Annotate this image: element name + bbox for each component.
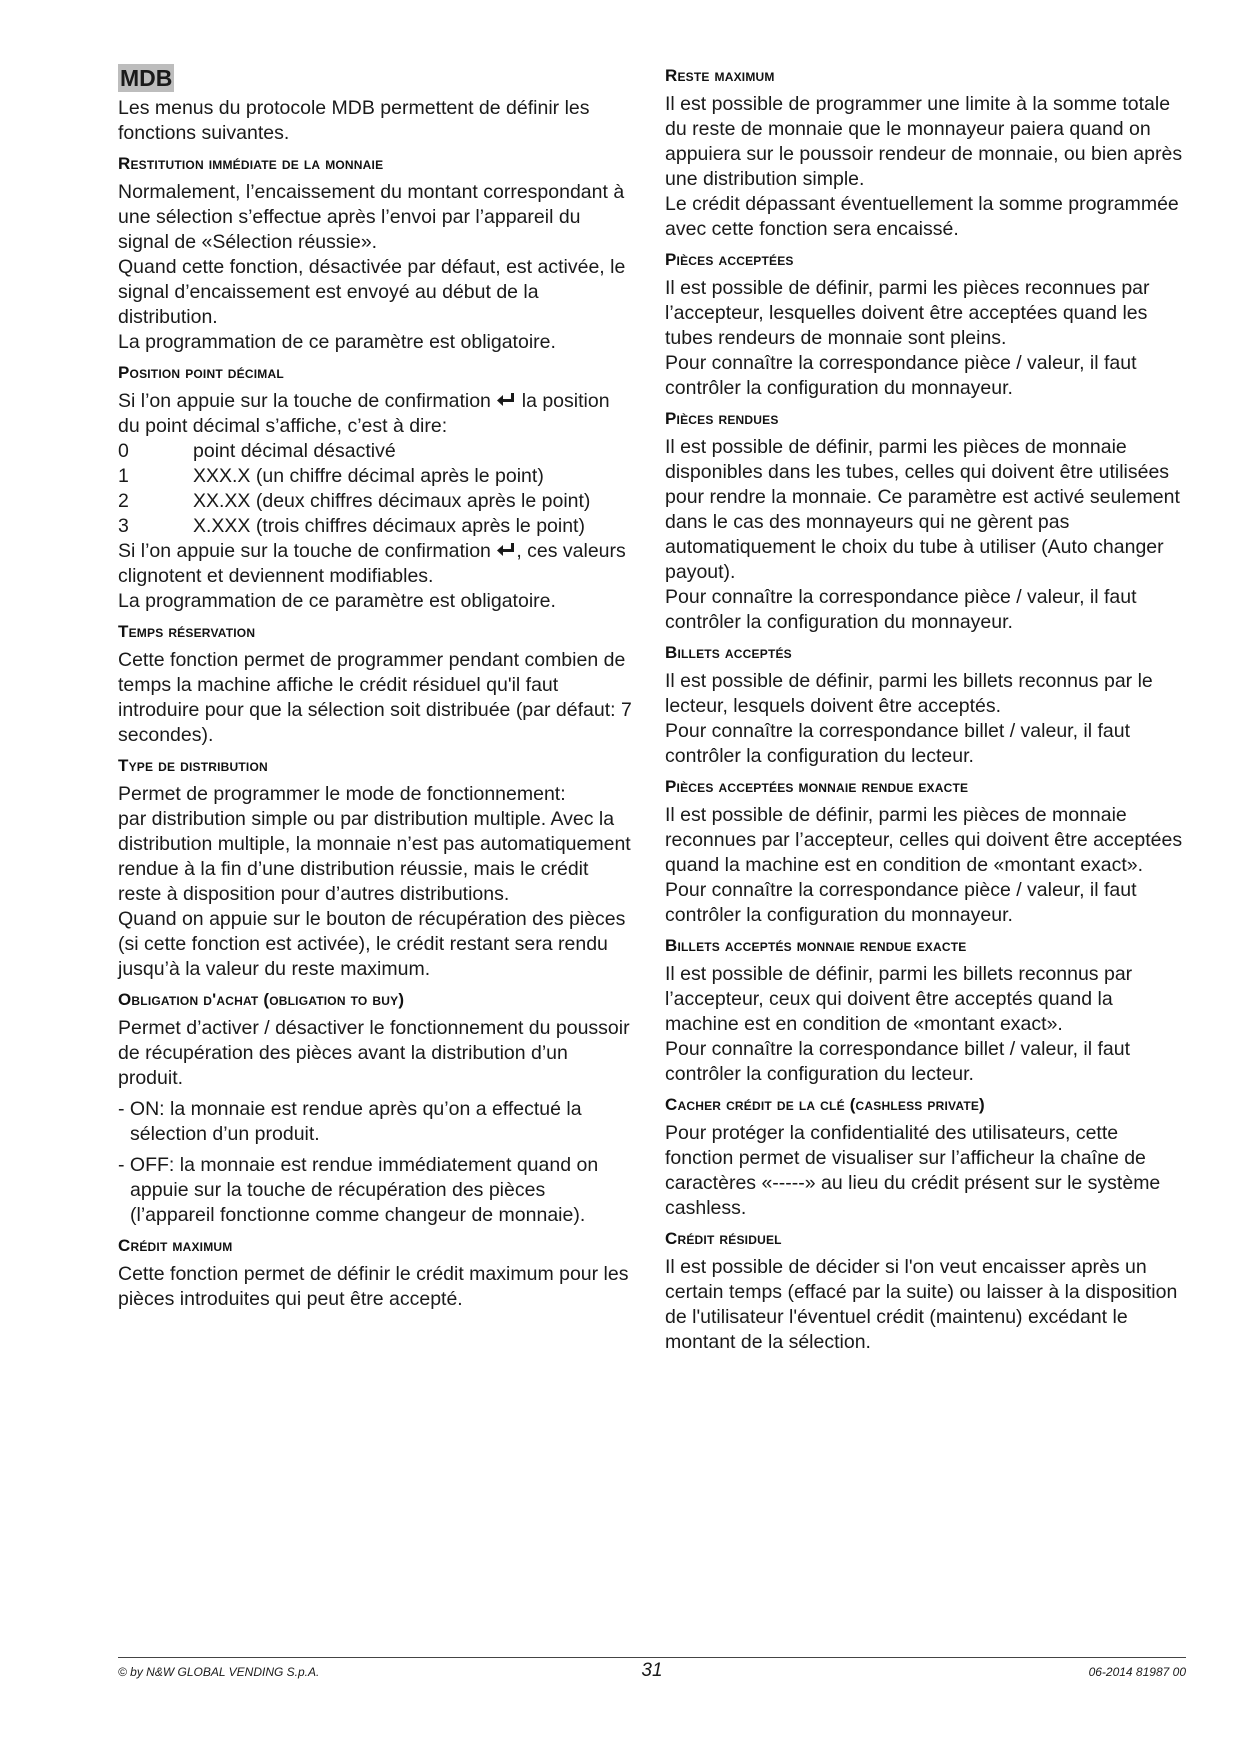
paragraph: Le crédit dépassant éventuellement la somme programmée avec cette fonction sera encaissé. (665, 193, 1179, 240)
heading-position-point: Position point décimal (118, 363, 284, 382)
heading-temps-reservation: Temps réservation (118, 622, 256, 641)
heading-pieces-acceptees: Pièces acceptées (665, 250, 794, 269)
paragraph: par distribution simple ou par distribution multiple. Avec la distribution multiple, la monnaie n’est pas automatiquement rendue à la fin d’une distribution réussie, mais le crédit reste à disposition pour d’autres distributions. (118, 808, 631, 905)
paragraph: La programmation de ce paramètre est obligatoire. (118, 331, 556, 353)
paragraph: Normalement, l’encaissement du montant correspondant à une sélection s’effectue après l’envoi par l’appareil du signal de «Sélection réussie». (118, 181, 625, 253)
heading-restitution: Restitution immédiate de la monnaie (118, 154, 384, 173)
heading-type-distribution: Type de distribution (118, 756, 268, 775)
paragraph: Il est possible de définir, parmi les pièces reconnues par l’accepteur, lesquelles doivent être acceptées quand les tubes rendeurs de monnaie sont pleins. (665, 277, 1150, 349)
paragraph: Cette fonction permet de définir le crédit maximum pour les pièces introduites qui peut être accepté. (118, 1263, 629, 1310)
right-column (665, 64, 1187, 1355)
paragraph: Pour connaître la correspondance billet / valeur, il faut contrôler la configuration du lecteur. (665, 720, 1131, 767)
paragraph: Il est possible de programmer une limite à la somme totale du reste de monnaie que le monnayeur paiera quand on appuiera sur le poussoir rendeur de monnaie, ou bien après une distribution simple. (665, 93, 1183, 190)
heading-obligation-achat: Obligation d'achat (obligation to buy) (118, 990, 405, 1009)
paragraph (118, 539, 632, 589)
text-span: Si l’on appuie sur la touche de confirmation (118, 540, 491, 562)
left-column (118, 64, 632, 1312)
decimal-table (118, 439, 632, 539)
table-value: XX.XX (deux chiffres décimaux après le point) (193, 490, 591, 512)
list-item-off: - OFF: la monnaie est rendue immédiatement quand on appuie sur la touche de récupération des pièces (l’appareil fonctionne comme changeur de monnaie). (118, 1154, 599, 1226)
table-key: 1 (118, 465, 129, 487)
heading-credit-residuel: Crédit résiduel (665, 1229, 782, 1248)
paragraph: La programmation de ce paramètre est obligatoire. (118, 590, 556, 612)
intro-text: Les menus du protocole MDB permettent de définir les fonctions suivantes. (118, 97, 590, 144)
text-span: , ces valeurs clignotent et deviennent modifiables. (118, 540, 626, 587)
page-number: 31 (641, 1660, 663, 1681)
paragraph: Quand on appuie sur le bouton de récupération des pièces (si cette fonction est activée), le crédit restant sera rendu jusqu’à la valeur du reste maximum. (118, 908, 626, 980)
paragraph: Pour connaître la correspondance pièce / valeur, il faut contrôler la configuration du monnayeur. (665, 879, 1137, 926)
table-key: 3 (118, 515, 129, 537)
paragraph: Permet de programmer le mode de fonctionnement: (118, 783, 566, 805)
paragraph: Pour connaître la correspondance billet / valeur, il faut contrôler la configuration du lecteur. (665, 1038, 1131, 1085)
paragraph: Pour protéger la confidentialité des utilisateurs, cette fonction permet de visualiser sur l’afficheur la chaîne de caractères «-----» au lieu du crédit présent sur le système cashless. (665, 1122, 1161, 1219)
paragraph: Il est possible de définir, parmi les billets reconnus par le lecteur, lesquels doivent être acceptés. (665, 670, 1153, 717)
table-key: 0 (118, 440, 129, 462)
paragraph: Cette fonction permet de programmer pendant combien de temps la machine affiche le crédit résiduel qu'il faut introduire pour que la sélection soit distribuée (par défaut: 7 secondes). (118, 649, 632, 746)
heading-cacher-credit: Cacher crédit de la clé (cashless private) (665, 1095, 985, 1114)
paragraph: Pour connaître la correspondance pièce / valeur, il faut contrôler la configuration du monnayeur. (665, 586, 1137, 633)
text-span: la position du point décimal s’affiche, c’est à dire: (118, 390, 610, 437)
heading-credit-maximum: Crédit maximum (118, 1236, 233, 1255)
document-code: 06-2014 81987 00 (1088, 1665, 1186, 1679)
paragraph: Il est possible de définir, parmi les billets reconnus par l’accepteur, ceux qui doivent être acceptés quand la machine est en condition de «montant exact». (665, 963, 1133, 1035)
text-span: Si l’on appuie sur la touche de confirmation (118, 390, 491, 412)
heading-reste-maximum: Reste maximum (665, 66, 775, 85)
table-value: point décimal désactivé (193, 440, 396, 462)
enter-key-icon (496, 392, 516, 410)
table-value: XXX.X (un chiffre décimal après le point) (193, 465, 544, 487)
paragraph: Il est possible de définir, parmi les pièces de monnaie disponibles dans les tubes, celles qui doivent être utilisées pour rendre la monnaie. Ce paramètre est activé seulement dans le cas des monnayeurs qui ne gèrent pas automatiquement le choix du tube à utiliser (Auto changer payout). (665, 436, 1180, 583)
enter-key-icon (496, 542, 516, 560)
heading-billets-exacte: Billets acceptés monnaie rendue exacte (665, 936, 967, 955)
table-value: X.XXX (trois chiffres décimaux après le point) (193, 515, 585, 537)
paragraph: Quand cette fonction, désactivée par défaut, est activée, le signal d’encaissement est envoyé au début de la distribution. (118, 256, 626, 328)
heading-pieces-exacte: Pièces acceptées monnaie rendue exacte (665, 777, 969, 796)
page-footer (118, 1657, 1186, 1681)
heading-pieces-rendues: Pièces rendues (665, 409, 779, 428)
paragraph: Il est possible de définir, parmi les pièces de monnaie reconnues par l’accepteur, celles qui doivent être acceptées quand la machine est en condition de «montant exact». (665, 804, 1183, 876)
paragraph: Pour connaître la correspondance pièce / valeur, il faut contrôler la configuration du monnayeur. (665, 352, 1137, 399)
footer-copyright: © by N&W GLOBAL VENDING S.p.A. (118, 1665, 320, 1679)
list-item-on: - ON: la monnaie est rendue après qu’on a effectué la sélection d’un produit. (118, 1098, 582, 1145)
paragraph: Permet d’activer / désactiver le fonctionnement du poussoir de récupération des pièces avant la distribution d’un produit. (118, 1017, 630, 1089)
paragraph: Il est possible de décider si l'on veut encaisser après un certain temps (effacé par la suite) ou laisser à la disposition de l'utilisateur l'éventuel crédit (maintenu) excédant le montant de la sélection. (665, 1256, 1178, 1353)
heading-billets-acceptes: Billets acceptés (665, 643, 792, 662)
table-key: 2 (118, 490, 129, 512)
page-title: MDB (120, 65, 173, 91)
paragraph (118, 389, 632, 439)
